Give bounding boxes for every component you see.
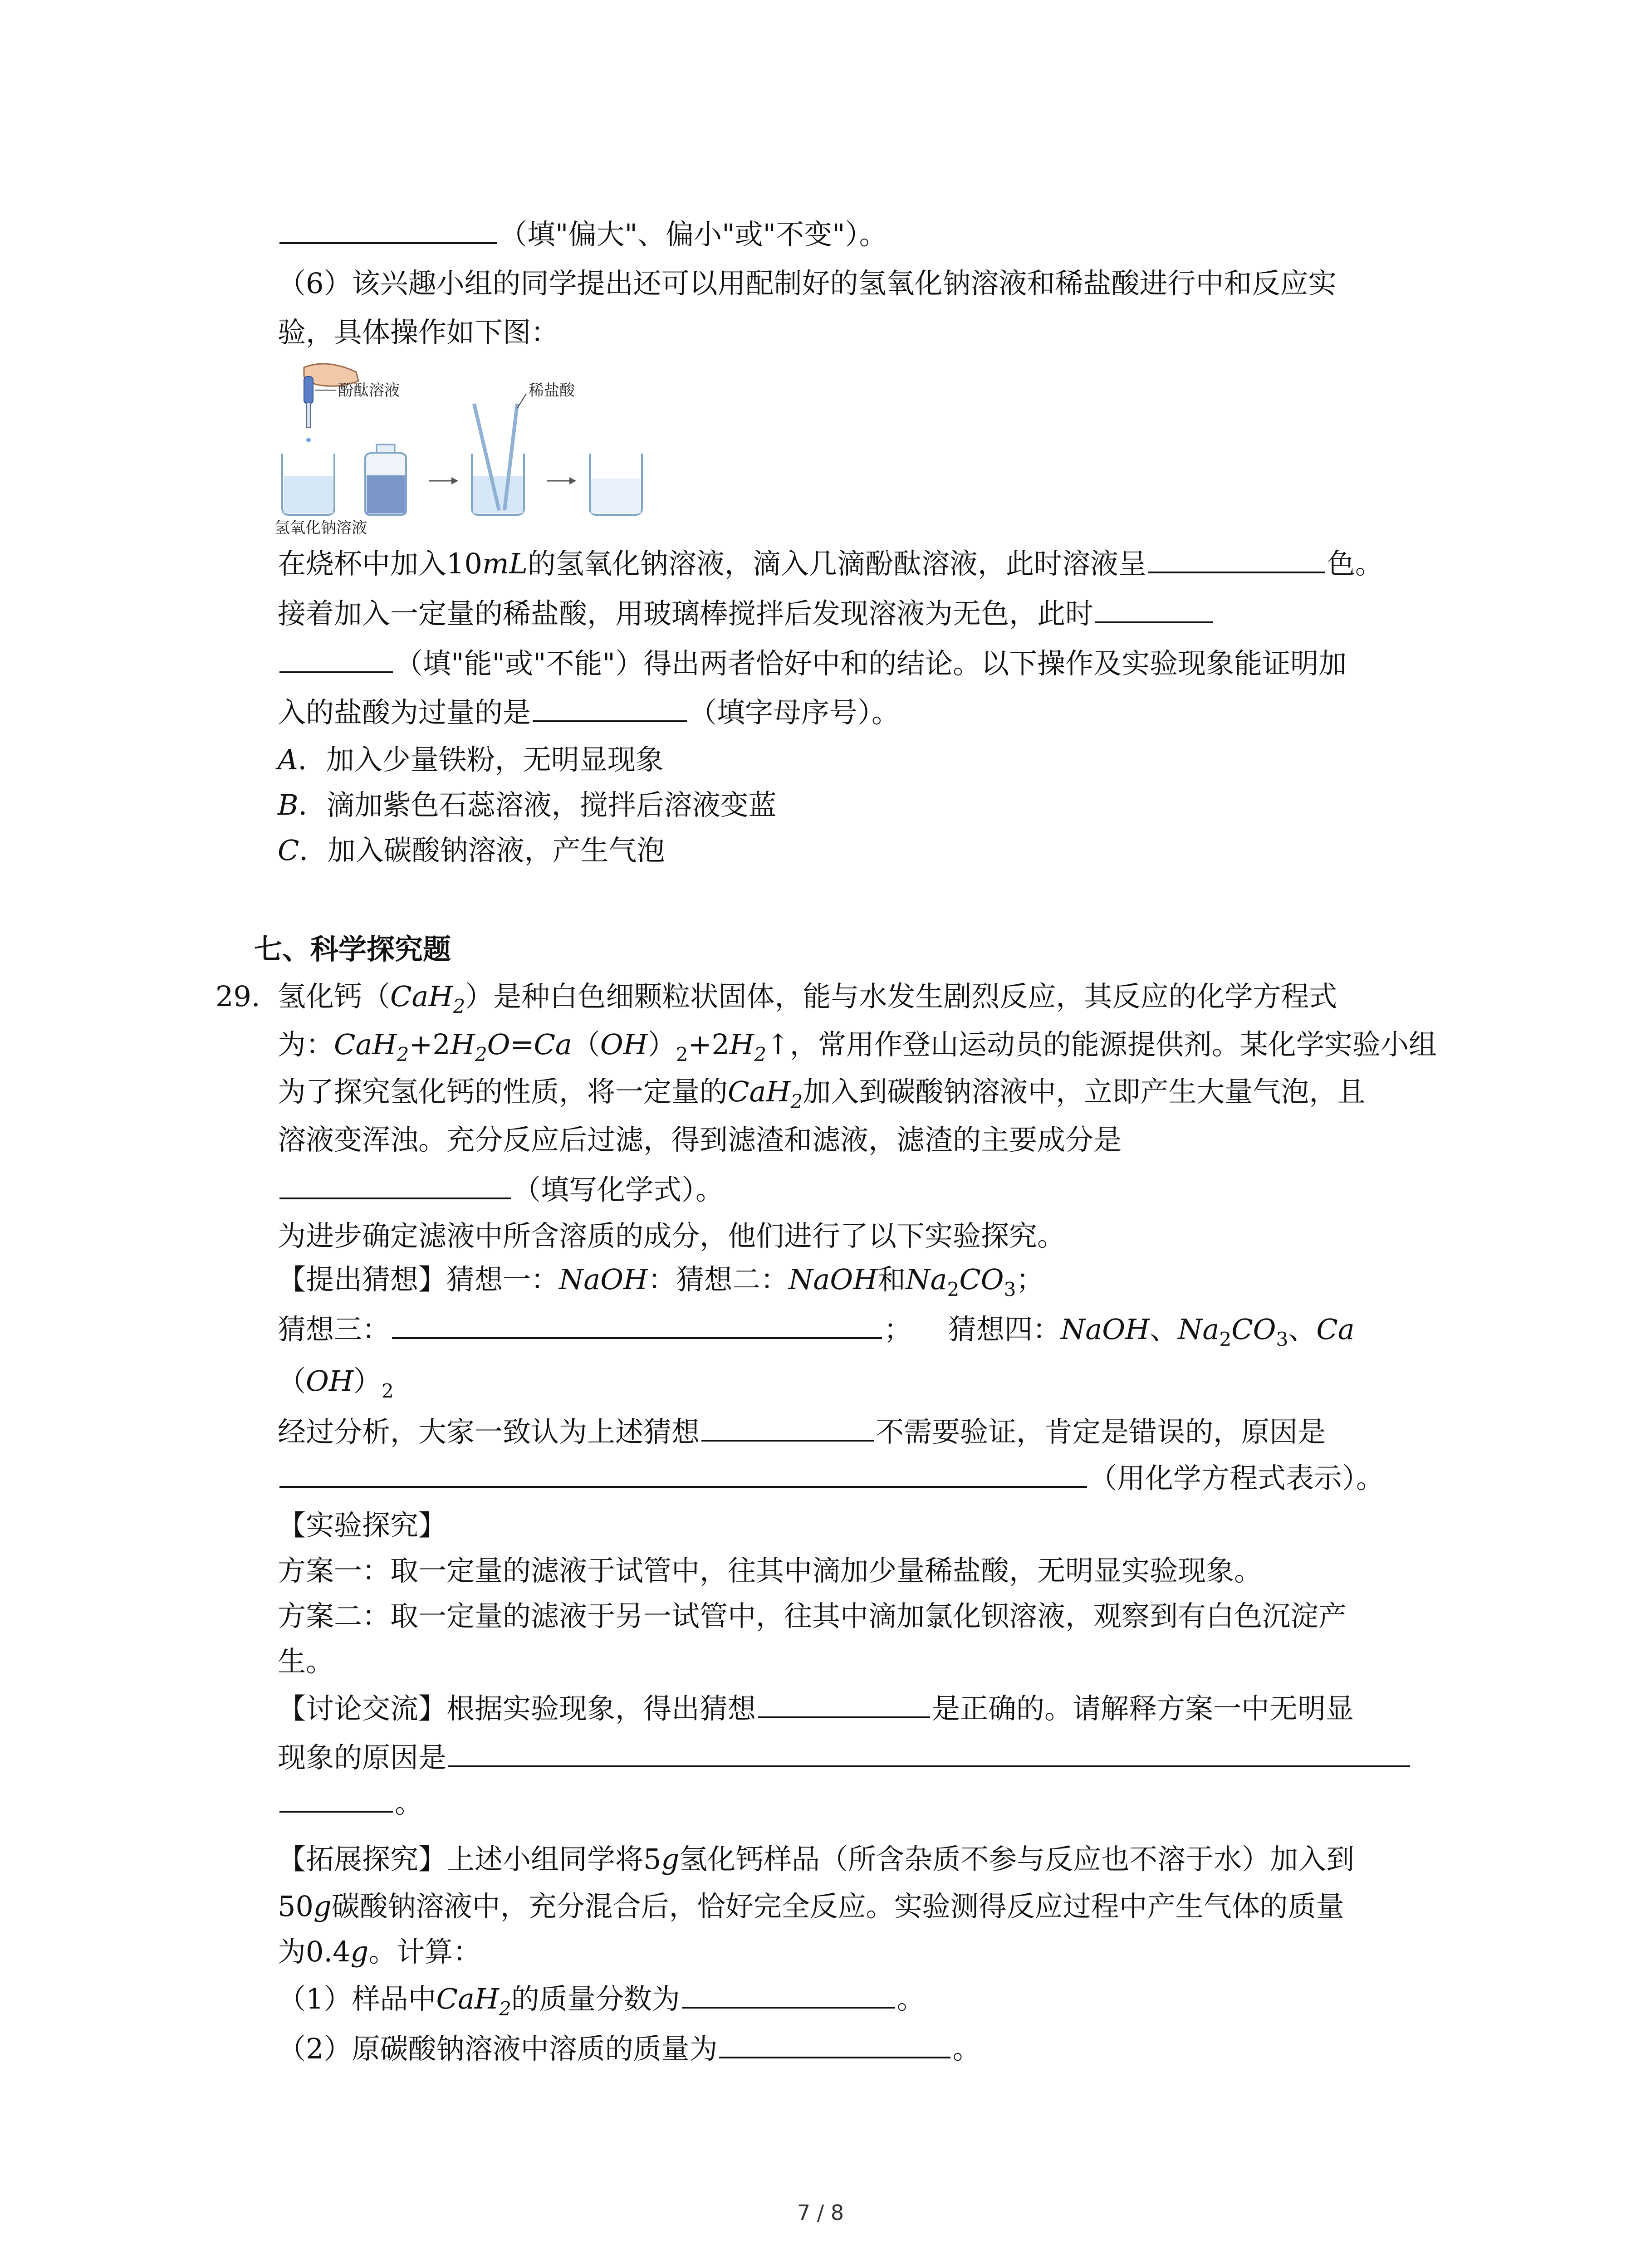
q28-line-7: 入的盐酸为过量的是 （填字母序号）。 bbox=[278, 692, 900, 733]
q29-line-1: 氢化钙（CaH$_2$）是种白色细颗粒状固体，能与水发生剧烈反应，其反应的化学方程式 bbox=[278, 980, 1337, 1017]
answer-blank[interactable] bbox=[533, 692, 687, 722]
q28-line-6: （填"能"或"不能"）得出两者恰好中和的结论。以下操作及实验现象能证明加 bbox=[278, 643, 1347, 684]
q28-line-3: 验，具体操作如下图： bbox=[278, 316, 559, 349]
q28-line-1 bbox=[278, 214, 887, 255]
answer-blank[interactable] bbox=[279, 1783, 393, 1813]
answer-blank[interactable] bbox=[279, 214, 497, 244]
q29-line-3: 为了探究氢化钙的性质，将一定量的CaH$_2$加入到碳酸钠溶液中，立即产生大量气泡，且 bbox=[278, 1075, 1366, 1113]
q29-hypotheses-2: 猜想三： ； bbox=[278, 1309, 912, 1350]
neutralization-figure bbox=[272, 354, 681, 549]
q29-line-4: 溶液变浑浊。充分反应后过滤，得到滤渣和滤液，滤渣的主要成分是 bbox=[278, 1123, 1122, 1156]
q29-line-22: （1）样品中CaH$_2$的质量分数为 。 bbox=[278, 1979, 925, 2019]
arrow-right-icon bbox=[547, 477, 576, 484]
answer-blank[interactable] bbox=[1148, 543, 1325, 573]
q29-line-21: 为0.4g。计算： bbox=[278, 1935, 481, 1968]
answer-blank[interactable] bbox=[392, 1309, 882, 1339]
q28-line-2: （6）该兴趣小组的同学提出还可以用配制好的氢氧化钠溶液和稀盐酸进行中和反应实 bbox=[278, 267, 1337, 300]
q29-hypothesis-4-cont: $(OH)_2$ bbox=[278, 1364, 394, 1402]
answer-blank[interactable] bbox=[682, 1979, 895, 2009]
dropper-bulb-icon bbox=[304, 376, 313, 404]
option-a: A．加入少量铁粉，无明显现象 bbox=[278, 743, 664, 776]
q29-line-12: 【实验探究】 bbox=[278, 1509, 447, 1542]
q29-line-5: （填写化学式）。 bbox=[278, 1169, 724, 1210]
label-hydrochloric-acid: 稀盐酸 bbox=[529, 381, 575, 400]
option-b: B．滴加紫色石蕊溶液，搅拌后溶液变蓝 bbox=[278, 788, 777, 821]
answer-blank[interactable] bbox=[719, 2028, 950, 2058]
q29-line-14: 方案二：取一定量的滤液于另一试管中，往其中滴加氯化钡溶液，观察到有白色沉淀产 bbox=[278, 1599, 1347, 1633]
label-pointer-line bbox=[517, 394, 526, 408]
text: （填"偏大"、偏小"或"不变"）。 bbox=[499, 218, 887, 251]
answer-blank[interactable] bbox=[279, 1458, 1087, 1488]
beaker-3-icon bbox=[590, 454, 642, 515]
q29-line-15: 生。 bbox=[278, 1645, 334, 1678]
beaker-2-icon bbox=[472, 404, 524, 515]
q29-line-20: 50g碳酸钠溶液中，充分混合后，恰好完全反应。实验测得反应过程中产生气体的质量 bbox=[278, 1890, 1344, 1923]
q29-line-2: 为：$CaH_2+2H_2O=Ca(OH)_2+2H_2↑$，常用作登山运动员的能源提供剂。某化学实验小组 bbox=[278, 1028, 1437, 1066]
q29-line-10: 经过分析，大家一致认为上述猜想 不需要验证，肯定是错误的，原因是 bbox=[278, 1412, 1326, 1452]
q29-line-13: 方案一：取一定量的滤液于试管中，往其中滴加少量稀盐酸，无明显实验现象。 bbox=[278, 1554, 1263, 1587]
q29-line-23: （2）原碳酸钠溶液中溶质的质量为 。 bbox=[278, 2028, 980, 2069]
beaker-1-icon bbox=[282, 454, 334, 515]
q29-line-11: （用化学方程式表示）。 bbox=[278, 1458, 1384, 1499]
q29-hypothesis-4: 猜想四：NaOH、$Na_2CO_3$、Ca bbox=[948, 1313, 1355, 1350]
q29-line-18: 。 bbox=[278, 1783, 423, 1823]
answer-blank[interactable] bbox=[1095, 593, 1213, 623]
label-sodium-hydroxide: 氢氧化钠溶液 bbox=[274, 519, 367, 537]
q28-line-4: 在烧杯中加入10mL的氢氧化钠溶液，滴入几滴酚酞溶液，此时溶液呈 色。 bbox=[278, 543, 1383, 584]
q29-line-16: 【讨论交流】根据实验现象，得出猜想 是正确的。请解释方案一中无明显 bbox=[278, 1688, 1354, 1729]
answer-blank[interactable] bbox=[701, 1412, 874, 1442]
label-phenolphthalein: 酚酞溶液 bbox=[338, 381, 400, 400]
reagent-bottle-icon bbox=[365, 445, 406, 515]
q29-line-6: 为进步确定滤液中所含溶质的成分，他们进行了以下实验探究。 bbox=[278, 1219, 1066, 1252]
option-c: C．加入碳酸钠溶液，产生气泡 bbox=[278, 834, 665, 867]
q29-hypotheses-1: 【提出猜想】猜想一：NaOH：猜想二：NaOH和$Na_2CO_3$； bbox=[278, 1263, 1044, 1300]
q29-number: 29. bbox=[216, 980, 260, 1013]
section-title: 七、科学探究题 bbox=[254, 933, 451, 966]
answer-blank[interactable] bbox=[279, 1169, 511, 1199]
q28-line-5: 接着加入一定量的稀盐酸，用玻璃棒搅拌后发现溶液为无色，此时 bbox=[278, 593, 1215, 634]
answer-blank[interactable] bbox=[448, 1737, 1410, 1767]
answer-blank[interactable] bbox=[279, 643, 393, 673]
drop-icon bbox=[306, 438, 311, 442]
neutralization-diagram bbox=[272, 354, 681, 549]
q29-line-19: 【拓展探究】上述小组同学将5g氢化钙样品（所含杂质不参与反应也不溶于水）加入到 bbox=[278, 1843, 1355, 1876]
q29-line-17: 现象的原因是 bbox=[278, 1737, 1412, 1778]
arrow-right-icon bbox=[429, 477, 458, 484]
page-number: 7 / 8 bbox=[797, 2200, 844, 2225]
answer-blank[interactable] bbox=[758, 1688, 930, 1718]
dropper-tube-icon bbox=[307, 403, 310, 428]
